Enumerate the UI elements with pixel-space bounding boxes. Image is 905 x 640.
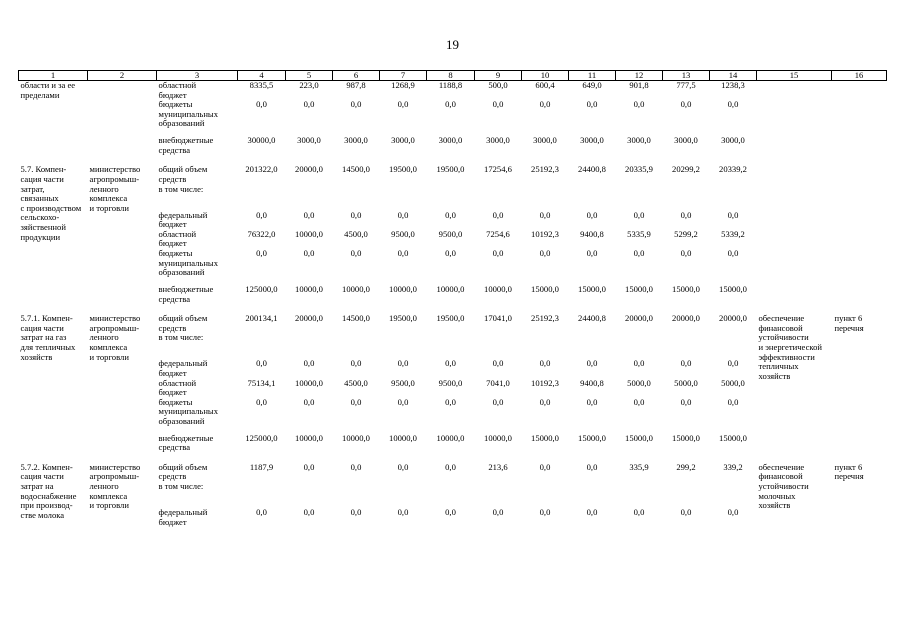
amount-cell: 0,0	[727, 209, 739, 220]
amount-cell: 0,0	[350, 358, 362, 369]
amount-cell: 0,0	[350, 461, 362, 472]
amount-cell: 299,2	[676, 461, 696, 472]
amount-cell: 15000,0	[625, 283, 653, 294]
amount-cell: 0,0	[586, 396, 598, 407]
funding-source-cell: в том числе:	[158, 332, 204, 343]
amount-cell: 1238,3	[721, 80, 745, 90]
amount-cell: 3000,0	[486, 135, 510, 146]
amount-cell: 14500,0	[342, 164, 370, 175]
amount-cell: 19500,0	[436, 313, 465, 324]
amount-cell	[569, 333, 616, 359]
amount-cell: 0,0	[539, 99, 551, 110]
amount-cell: 9500,0	[438, 228, 463, 239]
amount-cell: 0,0	[492, 358, 504, 369]
amount-cell: 10000,0	[436, 283, 465, 294]
list-item-cell	[832, 81, 887, 156]
amount-cell: 0,0	[445, 358, 456, 369]
amount-cell: 1188,8	[438, 80, 463, 90]
executor-cell: министерство агропромыш- ленного комплекса и торговли	[89, 313, 141, 362]
amount-cell	[616, 185, 663, 211]
amount-cell: 24400,8	[578, 313, 606, 324]
table-row	[19, 81, 887, 101]
amount-cell: 10000,0	[389, 283, 417, 294]
amount-cell	[238, 482, 286, 508]
expected-result-cell: обеспечение финансовой устойчивости молочных хозяйств	[758, 461, 809, 511]
column-number: 16	[832, 71, 887, 81]
funding-source-cell: федеральный бюджет	[158, 358, 208, 378]
funding-source-cell: федеральный бюджет	[158, 209, 208, 230]
amount-cell	[333, 185, 380, 211]
amount-cell: 0,0	[397, 507, 409, 518]
executor-cell: министерство агропромыш- ленного комплекса и торговли	[89, 461, 141, 511]
funding-source-cell: общий объем средств	[158, 461, 208, 482]
amount-cell: 0,0	[492, 396, 504, 407]
amount-cell: 8335,5	[249, 80, 274, 90]
amount-cell: 201322,0	[245, 164, 278, 175]
amount-cell: 15000,0	[672, 283, 700, 294]
amount-cell	[475, 333, 522, 359]
amount-cell: 0,0	[680, 396, 692, 407]
amount-cell	[238, 333, 286, 359]
amount-cell: 0,0	[539, 461, 551, 472]
amount-cell: 649,0	[582, 80, 602, 90]
amount-cell: 15000,0	[719, 283, 747, 294]
amount-cell: 15000,0	[625, 432, 653, 443]
list-item-cell: пункт 6 перечня	[834, 461, 864, 482]
amount-cell: 5335,9	[627, 228, 651, 239]
measure-name-cell: 5.7.2. Компен- сация части затрат на водоснабжение при производ- стве молока	[20, 461, 77, 520]
amount-cell: 0,0	[727, 507, 739, 518]
amount-cell: 1187,9	[249, 461, 274, 472]
amount-cell: 25192,3	[531, 164, 559, 175]
amount-cell: 901,8	[629, 80, 649, 90]
amount-cell: 0,0	[303, 209, 315, 220]
amount-cell	[427, 185, 475, 211]
amount-cell	[663, 333, 710, 359]
amount-cell: 15000,0	[578, 432, 606, 443]
amount-cell: 0,0	[727, 247, 739, 258]
funding-source-cell: бюджеты муниципальных образований	[158, 247, 218, 278]
column-number: 11	[569, 71, 616, 81]
executor-cell	[88, 81, 157, 156]
amount-cell: 20000,0	[719, 313, 747, 324]
amount-cell: 0,0	[727, 99, 739, 110]
amount-cell: 0,0	[256, 358, 267, 369]
expected-result-cell	[757, 81, 832, 156]
amount-cell: 3000,0	[580, 135, 604, 146]
amount-cell: 500,0	[488, 80, 508, 90]
funding-source-cell: внебюджетные средства	[158, 283, 214, 304]
amount-cell: 17254,6	[484, 164, 512, 175]
amount-cell: 0,0	[539, 507, 551, 518]
amount-cell: 0,0	[350, 507, 362, 518]
amount-cell: 20000,0	[295, 313, 323, 324]
amount-cell: 7254,6	[486, 228, 510, 239]
column-number: 12	[616, 71, 663, 81]
amount-cell: 0,0	[539, 247, 551, 258]
amount-cell	[616, 482, 663, 508]
measure-name-cell: 5.7. Компен- сация части затрат, связанных с производством сельскохо- зяйственной продукции	[20, 164, 82, 242]
expected-result-cell: обеспечение финансовой устойчивости и энергетической эффективности тепличных хозяйств	[758, 313, 823, 381]
amount-cell: 10000,0	[295, 283, 323, 294]
amount-cell: 0,0	[633, 99, 645, 110]
amount-cell: 19500,0	[389, 164, 417, 175]
amount-cell: 0,0	[633, 209, 645, 220]
amount-cell: 0,0	[350, 247, 362, 258]
column-number: 1	[19, 71, 88, 81]
amount-cell: 335,9	[629, 461, 649, 472]
amount-cell: 5339,2	[721, 228, 745, 239]
amount-cell: 0,0	[445, 396, 456, 407]
amount-cell: 15000,0	[719, 432, 747, 443]
list-item-cell	[832, 165, 887, 304]
amount-cell: 10000,0	[342, 283, 370, 294]
amount-cell: 15000,0	[672, 432, 700, 443]
amount-cell: 0,0	[303, 507, 315, 518]
amount-cell: 0,0	[303, 358, 315, 369]
amount-cell: 15000,0	[531, 432, 559, 443]
amount-cell	[286, 185, 333, 211]
table-row	[19, 463, 887, 482]
amount-cell: 0,0	[350, 396, 362, 407]
measure-name-cell: области и за ее пределами	[20, 80, 76, 100]
amount-cell: 7041,0	[486, 377, 510, 388]
program-measures-table	[18, 70, 887, 527]
amount-cell: 10000,0	[295, 228, 323, 239]
amount-cell: 5000,0	[721, 377, 745, 388]
amount-cell: 0,0	[633, 247, 645, 258]
amount-cell: 0,0	[350, 209, 362, 220]
column-number: 4	[238, 71, 286, 81]
amount-cell: 0,0	[256, 396, 267, 407]
funding-source-cell: федеральный бюджет	[158, 507, 208, 527]
amount-cell	[522, 185, 569, 211]
amount-cell: 3000,0	[674, 135, 698, 146]
amount-cell: 3000,0	[533, 135, 557, 146]
table-row	[19, 165, 887, 184]
amount-cell: 1268,9	[391, 80, 415, 90]
amount-cell: 0,0	[303, 396, 315, 407]
amount-cell: 0,0	[256, 247, 267, 258]
amount-cell	[427, 482, 475, 508]
amount-cell: 0,0	[586, 461, 598, 472]
funding-source-cell: внебюджетные средства	[158, 135, 214, 155]
amount-cell: 0,0	[445, 461, 456, 472]
amount-cell: 0,0	[397, 358, 409, 369]
amount-cell	[475, 185, 522, 211]
amount-cell	[380, 333, 427, 359]
funding-source-cell: в том числе:	[158, 183, 204, 194]
column-number: 6	[333, 71, 380, 81]
amount-cell: 0,0	[445, 209, 456, 220]
amount-cell: 0,0	[303, 99, 315, 110]
column-number: 8	[427, 71, 475, 81]
amount-cell	[333, 482, 380, 508]
column-number: 7	[380, 71, 427, 81]
amount-cell: 0,0	[680, 247, 692, 258]
amount-cell: 777,5	[676, 80, 696, 90]
amount-cell: 3000,0	[627, 135, 651, 146]
amount-cell	[286, 333, 333, 359]
amount-cell: 0,0	[539, 396, 551, 407]
amount-cell: 0,0	[445, 99, 456, 110]
amount-cell: 600,4	[535, 80, 555, 90]
amount-cell: 0,0	[256, 507, 267, 518]
amount-cell	[522, 482, 569, 508]
column-number-row	[19, 71, 887, 81]
amount-cell: 14500,0	[342, 313, 370, 324]
amount-cell: 20339,2	[719, 164, 747, 175]
amount-cell: 213,6	[488, 461, 508, 472]
amount-cell: 20000,0	[625, 313, 653, 324]
amount-cell	[286, 482, 333, 508]
amount-cell: 10192,3	[531, 377, 559, 388]
amount-cell: 200134,1	[245, 313, 278, 324]
amount-cell: 223,0	[299, 80, 319, 90]
amount-cell: 25192,3	[531, 313, 559, 324]
amount-cell: 0,0	[586, 99, 598, 110]
funding-source-cell: внебюджетные средства	[158, 432, 214, 453]
amount-cell: 9400,8	[580, 228, 604, 239]
amount-cell: 0,0	[727, 358, 739, 369]
amount-cell	[380, 482, 427, 508]
amount-cell	[663, 185, 710, 211]
column-number: 13	[663, 71, 710, 81]
amount-cell: 0,0	[727, 396, 739, 407]
amount-cell: 24400,8	[578, 164, 606, 175]
amount-cell: 0,0	[539, 358, 551, 369]
measure-name-cell: 5.7.1. Компен- сация части затрат на газ для тепличных хозяйств	[20, 313, 76, 362]
amount-cell: 76322,0	[247, 228, 276, 239]
column-number: 9	[475, 71, 522, 81]
amount-cell	[569, 185, 616, 211]
amount-cell: 9500,0	[391, 377, 415, 388]
amount-cell: 0,0	[680, 209, 692, 220]
expected-result-cell	[757, 165, 832, 304]
list-item-cell: пункт 6 перечня	[834, 313, 864, 333]
amount-cell: 0,0	[680, 507, 692, 518]
column-number: 15	[757, 71, 832, 81]
amount-cell: 0,0	[633, 358, 645, 369]
amount-cell: 3000,0	[344, 135, 368, 146]
column-number: 5	[286, 71, 333, 81]
amount-cell	[238, 185, 286, 211]
amount-cell: 5299,2	[674, 228, 698, 239]
funding-source-cell: бюджеты муниципальных образований	[158, 99, 218, 129]
amount-cell: 20335,9	[625, 164, 653, 175]
amount-cell	[616, 333, 663, 359]
amount-cell: 0,0	[680, 99, 692, 110]
amount-cell: 17041,0	[484, 313, 512, 324]
amount-cell: 15000,0	[578, 283, 606, 294]
amount-cell: 20000,0	[672, 313, 700, 324]
amount-cell: 987,8	[346, 80, 366, 90]
amount-cell: 125000,0	[245, 432, 278, 443]
amount-cell: 0,0	[492, 247, 504, 258]
amount-cell: 9400,8	[580, 377, 604, 388]
amount-cell	[663, 482, 710, 508]
amount-cell: 15000,0	[531, 283, 559, 294]
funding-source-cell: общий объем средств	[158, 164, 208, 184]
amount-cell	[710, 482, 757, 508]
amount-cell: 0,0	[586, 507, 598, 518]
amount-cell: 3000,0	[391, 135, 415, 146]
amount-cell	[475, 482, 522, 508]
amount-cell: 10192,3	[531, 228, 559, 239]
amount-cell: 0,0	[397, 209, 409, 220]
amount-cell: 0,0	[586, 247, 598, 258]
amount-cell: 10000,0	[342, 432, 370, 443]
amount-cell: 10000,0	[484, 283, 512, 294]
amount-cell: 0,0	[350, 99, 362, 110]
funding-source-cell: областной бюджет	[158, 228, 197, 249]
amount-cell: 19500,0	[389, 313, 417, 324]
amount-cell: 0,0	[539, 209, 551, 220]
amount-cell: 30000,0	[247, 135, 276, 146]
amount-cell: 3000,0	[438, 135, 463, 146]
amount-cell: 10000,0	[295, 377, 323, 388]
funding-source-cell: областной бюджет	[158, 377, 197, 398]
amount-cell: 0,0	[445, 247, 456, 258]
amount-cell: 0,0	[256, 209, 267, 220]
executor-cell: министерство агропромыш- ленного комплекса и торговли	[89, 164, 141, 213]
funding-source-cell: бюджеты муниципальных образований	[158, 396, 218, 426]
amount-cell: 4500,0	[344, 377, 368, 388]
amount-cell: 0,0	[397, 396, 409, 407]
funding-source-cell: в том числе:	[158, 481, 204, 492]
amount-cell: 20000,0	[295, 164, 323, 175]
amount-cell: 125000,0	[245, 283, 278, 294]
amount-cell: 0,0	[633, 507, 645, 518]
amount-cell: 4500,0	[344, 228, 368, 239]
column-number: 10	[522, 71, 569, 81]
amount-cell: 3000,0	[721, 135, 745, 146]
amount-cell	[427, 333, 475, 359]
amount-cell: 10000,0	[389, 432, 417, 443]
amount-cell: 339,2	[723, 461, 743, 472]
amount-cell	[710, 333, 757, 359]
amount-cell: 0,0	[586, 358, 598, 369]
amount-cell: 10000,0	[436, 432, 465, 443]
amount-cell: 0,0	[256, 99, 267, 110]
amount-cell: 0,0	[397, 247, 409, 258]
column-number: 2	[88, 71, 157, 81]
amount-cell: 10000,0	[295, 432, 323, 443]
amount-cell: 0,0	[492, 99, 504, 110]
amount-cell: 0,0	[303, 461, 315, 472]
amount-cell: 0,0	[492, 209, 504, 220]
amount-cell: 0,0	[445, 507, 456, 518]
amount-cell	[569, 482, 616, 508]
amount-cell: 5000,0	[674, 377, 698, 388]
amount-cell: 10000,0	[484, 432, 512, 443]
amount-cell: 0,0	[397, 99, 409, 110]
amount-cell: 9500,0	[438, 377, 463, 388]
funding-source-cell: общий объем средств	[158, 313, 208, 333]
amount-cell: 0,0	[492, 507, 504, 518]
amount-cell: 0,0	[633, 396, 645, 407]
amount-cell: 0,0	[397, 461, 409, 472]
amount-cell	[380, 185, 427, 211]
funding-source-cell: областной бюджет	[158, 80, 197, 100]
amount-cell: 0,0	[680, 358, 692, 369]
amount-cell	[522, 333, 569, 359]
amount-cell: 0,0	[586, 209, 598, 220]
column-number: 14	[710, 71, 757, 81]
page-number: 19	[446, 37, 459, 52]
amount-cell: 20299,2	[672, 164, 700, 175]
amount-cell	[710, 185, 757, 211]
table-row	[19, 314, 887, 333]
amount-cell: 0,0	[303, 247, 315, 258]
amount-cell: 3000,0	[297, 135, 321, 146]
amount-cell: 19500,0	[436, 164, 465, 175]
column-number: 3	[157, 71, 238, 81]
amount-cell: 5000,0	[627, 377, 651, 388]
amount-cell: 75134,1	[247, 377, 276, 388]
amount-cell: 9500,0	[391, 228, 415, 239]
amount-cell	[333, 333, 380, 359]
